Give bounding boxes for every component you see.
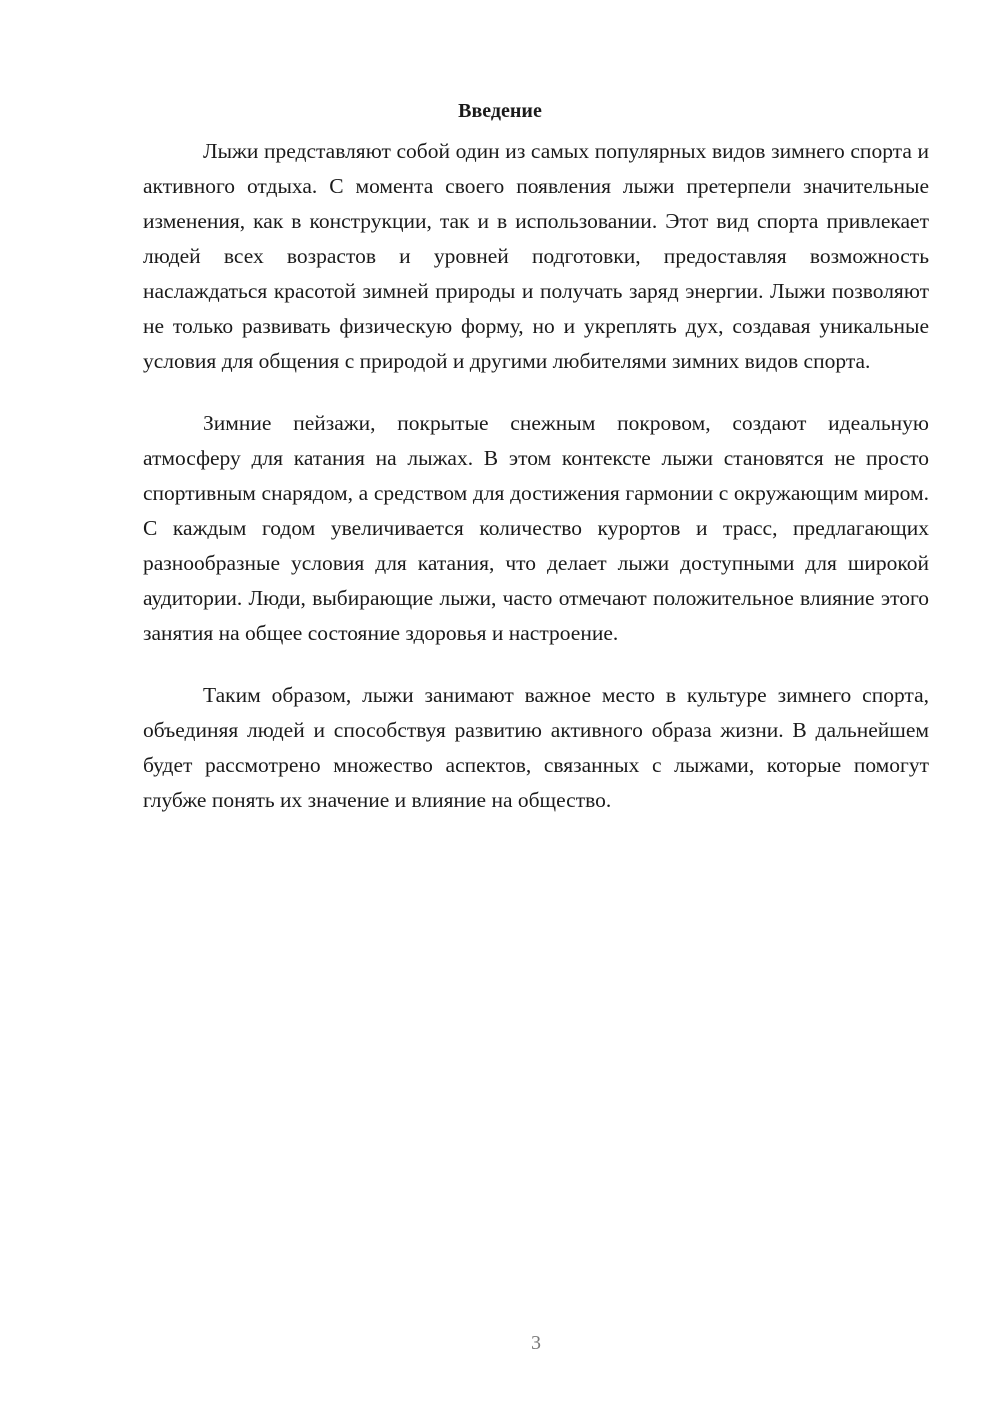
paragraph-2: Зимние пейзажи, покрытые снежным покровом, создают идеальную атмосферу для катания на лыжах. В этом контексте лыжи становятся не просто спортивным снарядом, а средством для достижения гармонии с окружающим миром. С каждым годом увеличивается количество курортов и трасс, предлагающих разнообразные условия для катания, что делает лыжи доступными для широкой аудитории. Люди, выбирающие лыжи, часто отмечают положительное влияние этого занятия на общее состояние здоровья и настроение. [143, 411, 929, 645]
page-content [143, 96, 929, 818]
paragraph-1: Лыжи представляют собой один из самых популярных видов зимнего спорта и активного отдыха. С момента своего появления лыжи претерпели значительные изменения, как в конструкции, так и в использовании. Этот вид спорта привлекает людей всех возрастов и уровней подготовки, предоставляя возможность наслаждаться красотой зимней природы и получать заряд энергии. Лыжи позволяют не только развивать физическую форму, но и укреплять дух, создавая уникальные условия для общения с природой и другими любителями зимних видов спорта. [143, 139, 929, 373]
section-title: Введение [458, 100, 542, 122]
page-number: 3 [531, 1332, 541, 1354]
paragraph-3: Таким образом, лыжи занимают важное место в культуре зимнего спорта, объединяя людей и способствуя развитию активного образа жизни. В дальнейшем будет рассмотрено множество аспектов, связанных с лыжами, которые помогут глубже понять их значение и влияние на общество. [143, 683, 929, 812]
